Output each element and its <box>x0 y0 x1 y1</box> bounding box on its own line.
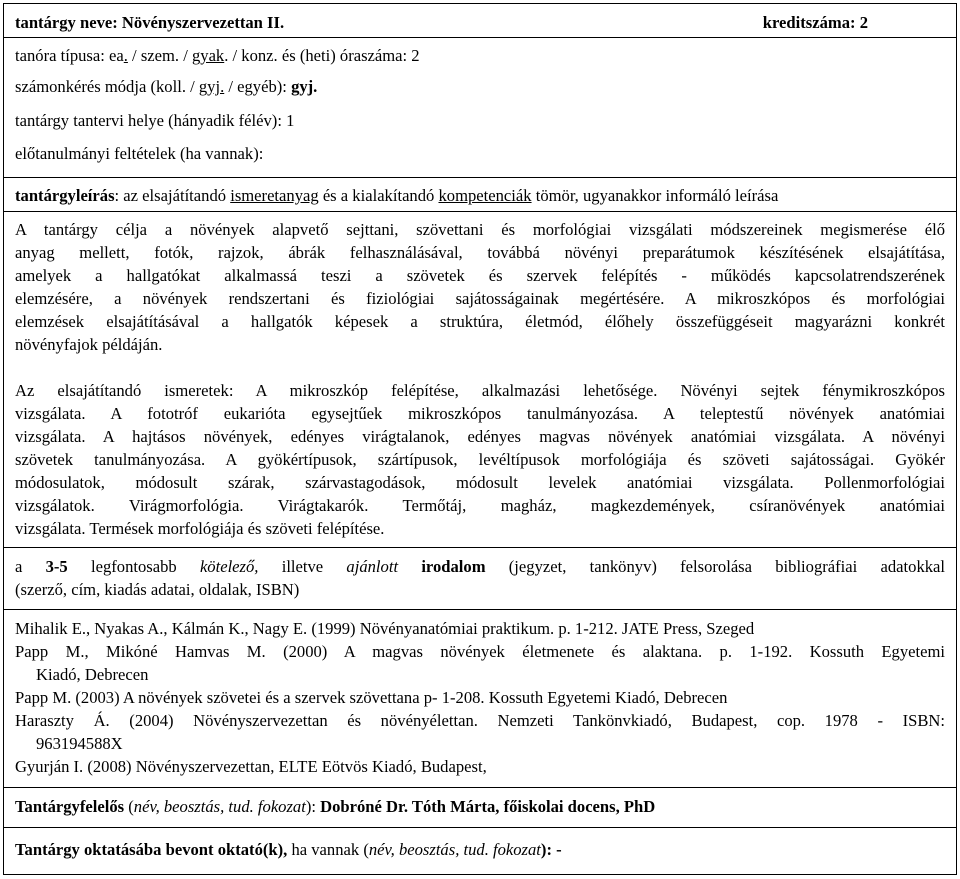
credits: kreditszáma: 2 <box>762 13 868 32</box>
literature-header: a 3-5 legfontosabb kötelező, illetve ajánlott irodalom (jegyzet, tankönyv) felsorolása bibliográfiai adatokkal <box>15 557 946 576</box>
description-header: tantárgyleírás: az elsajátítandó ismeretanyag és a kialakítandó kompetenciák tömör, ugyanakkor informáló leírása <box>15 186 779 205</box>
subject-name: tantárgy neve: Növényszervezettan II. <box>15 13 285 32</box>
responsible-row <box>3 787 957 827</box>
literature-item: Gyurján I. (2008) Növényszervezettan, ELTE Eötvös Kiadó, Budapest, <box>15 757 487 776</box>
description-body-row <box>3 211 957 547</box>
literature-item: Mihalik E., Nyakas A., Kálmán K., Nagy E. (1999) Növényanatómiai praktikum. p. 1-212. JATE Press, Szeged <box>15 619 755 638</box>
responsible: Tantárgyfelelős (név, beosztás, tud. fokozat): Dobróné Dr. Tóth Márta, főiskolai docens, PhD <box>15 797 656 816</box>
subject-row <box>3 3 957 37</box>
assessment: számonkérés módja (koll. / gyj. / egyéb): gyj. <box>15 77 318 96</box>
literature-list <box>15 610 945 778</box>
description-header-row <box>3 177 957 211</box>
class-type: tanóra típusa: ea. / szem. / gyak. / konz. és (heti) óraszáma: 2 <box>15 46 420 65</box>
semester: tantárgy tantervi helye (hányadik félév): 1 <box>15 111 295 130</box>
literature-list-row <box>3 609 957 787</box>
course-sheet <box>3 3 957 875</box>
instructors: Tantárgy oktatásába bevont oktató(k), ha vannak (név, beosztás, tud. fokozat): - <box>15 840 562 859</box>
description-paragraph-2: Az elsajátítandó ismeretek: A mikroszkóp felépítése, alkalmazási lehetősége. Növényi sejtek fénymikroszkópos vizsgálata. A fototróf eukarióta egysejtűek mikroszkópos tanulmányozása. A teleptestű növények anatómiai vizsgálata. A hajtásos növények, edényes virágtalanok, edényes magvas növények anatómiai vizsgálata. A növényi szövetek tanulmányozása. A gyökértípusok, szártípusok, levéltípusok morfológiája és szöveti sajátosságai. Gyökér módosulatok, módosult szárak, szárvastagodások, módosult levelek anatómiai vizsgálata. Pollenmorfológiai vizsgálatok. Virágmorfológia. Virágtakarók. Termőtáj, magház, magkezdemények, csíranövények anatómiai vizsgálata. Termések morfológiája és szöveti felépítése. <box>15 381 945 538</box>
instructors-row <box>3 827 957 875</box>
literature-header-line2: (szerző, cím, kiadás adatai, oldalak, ISBN) <box>15 580 300 599</box>
prerequisites: előtanulmányi feltételek (ha vannak): <box>15 144 264 163</box>
literature-item: Haraszty Á. (2004) Növényszervezettan és növényélettan. Nemzeti Tankönvkiadó, Budapest, cop. 1978 - ISBN: 963194588X <box>15 711 945 753</box>
literature-item: Papp M., Mikóné Hamvas M. (2000) A magvas növények életmenete és alaktana. p. 1-192. Kossuth Egyetemi Kiadó, Debrecen <box>15 642 945 684</box>
literature-item: Papp M. (2003) A növények szövetei és a szervek szövettana p- 1-208. Kossuth Egyetemi Kiadó, Debrecen <box>15 688 728 707</box>
literature-header-row <box>3 547 957 609</box>
course-meta-row <box>3 37 957 177</box>
description-paragraph-1: A tantárgy célja a növények alapvető sejttani, szövettani és morfológiai vizsgálati módszereinek megismerése élő anyag mellett, fotók, rajzok, ábrák felhasználásával, továbbá növényi preparátumok készítésének elsajátítása, amelyek a hallgatókat alkalmassá teszi a szövetek és szervek felépítés - működés kapcsolatrendszerének elemzésére, a növények rendszertani és fiziológiai sajátosságainak megértésére. A mikroszkópos és morfológiai elemzések elsajátításával a hallgatók képesek a struktúra, életmód, élőhely összefüggéseit magyarázni konkrét növényfajok példáján. <box>15 220 945 354</box>
